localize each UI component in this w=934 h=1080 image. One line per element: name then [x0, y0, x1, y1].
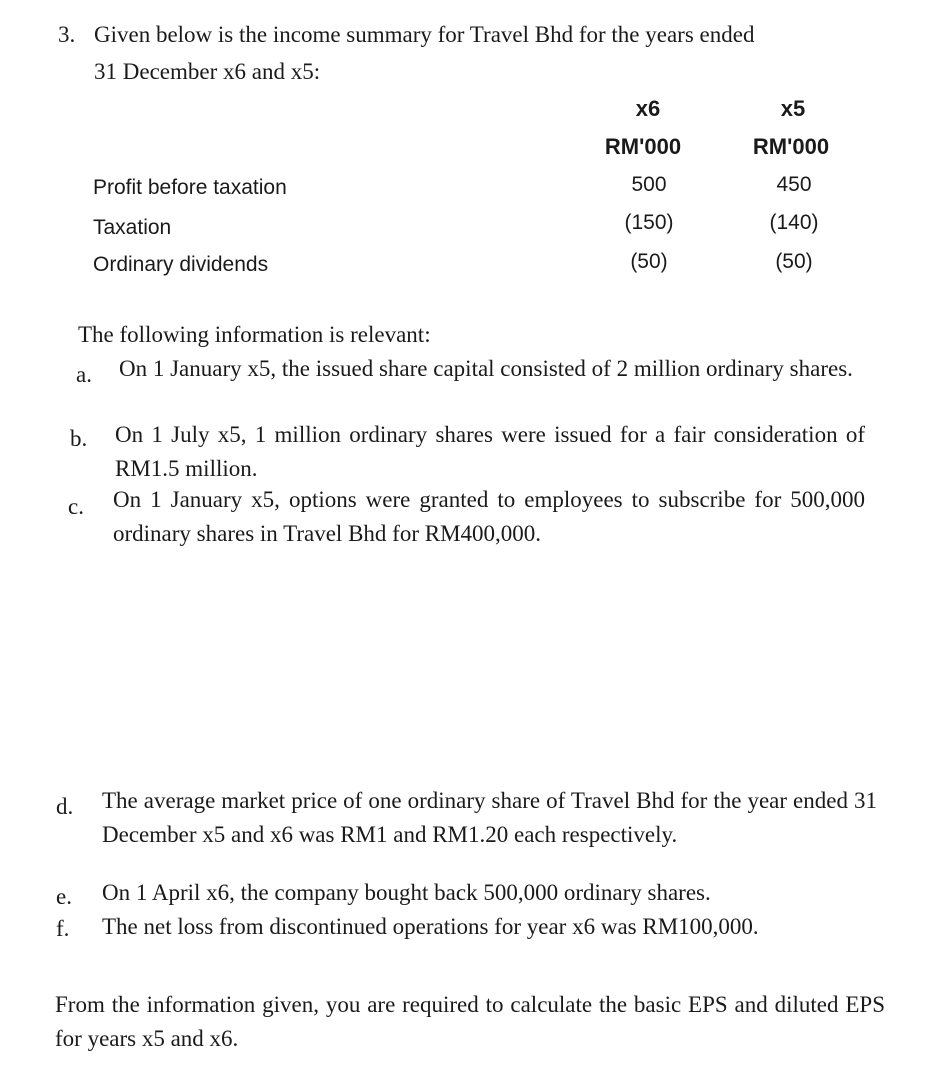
question-text-line2: 31 December x6 and x5: — [94, 59, 321, 84]
item-text-c: On 1 January x5, options were granted to employees to subscribe for 500,000 ordinary shares in Travel Bhd for RM400,000. — [113, 487, 865, 546]
cell-taxation-x5: (140) — [769, 211, 819, 234]
cell-dividends-x6: (50) — [630, 250, 668, 273]
question-text-line1: Given below is the income summary for Travel Bhd for the years ended — [94, 22, 755, 47]
conclusion-instruction: From the information given, you are required to calculate the basic EPS and diluted EPS for years x5 and x6. — [55, 992, 885, 1051]
item-text-a: On 1 January x5, the issued share capital consisted of 2 million ordinary shares. — [119, 356, 853, 381]
column-header-year-x5: x5 — [780, 96, 806, 121]
item-letter-b: b. — [70, 426, 88, 451]
column-header-unit-x6: RM'000 — [604, 134, 682, 159]
column-header-unit-x5: RM'000 — [752, 134, 830, 159]
cell-taxation-x6: (150) — [624, 211, 674, 234]
item-letter-c: c. — [68, 494, 84, 519]
cell-dividends-x5: (50) — [775, 250, 813, 273]
item-text-b: On 1 July x5, 1 million ordinary shares were issued for a fair consideration of RM1.5 million. — [115, 422, 865, 481]
cell-profit-x6: 500 — [631, 173, 667, 196]
item-letter-f: f. — [56, 916, 70, 941]
item-letter-a: a. — [76, 362, 92, 387]
item-letter-e: e. — [56, 884, 72, 909]
item-letter-d: d. — [56, 794, 74, 819]
question-number: 3. — [58, 22, 76, 47]
item-text-d: The average market price of one ordinary share of Travel Bhd for the year ended 31 December x5 and x6 was RM1 and RM1.20 each respectively. — [102, 788, 877, 847]
row-label-taxation: Taxation — [93, 216, 172, 239]
cell-profit-x5: 450 — [776, 173, 812, 196]
item-text-f: The net loss from discontinued operations for year x6 was RM100,000. — [102, 914, 759, 939]
info-intro: The following information is relevant: — [78, 322, 431, 347]
row-label-ordinary-dividends: Ordinary dividends — [93, 253, 269, 276]
item-text-e: On 1 April x6, the company bought back 500,000 ordinary shares. — [102, 880, 711, 905]
row-label-profit-before-taxation: Profit before taxation — [93, 176, 287, 199]
column-header-year-x6: x6 — [635, 96, 661, 121]
